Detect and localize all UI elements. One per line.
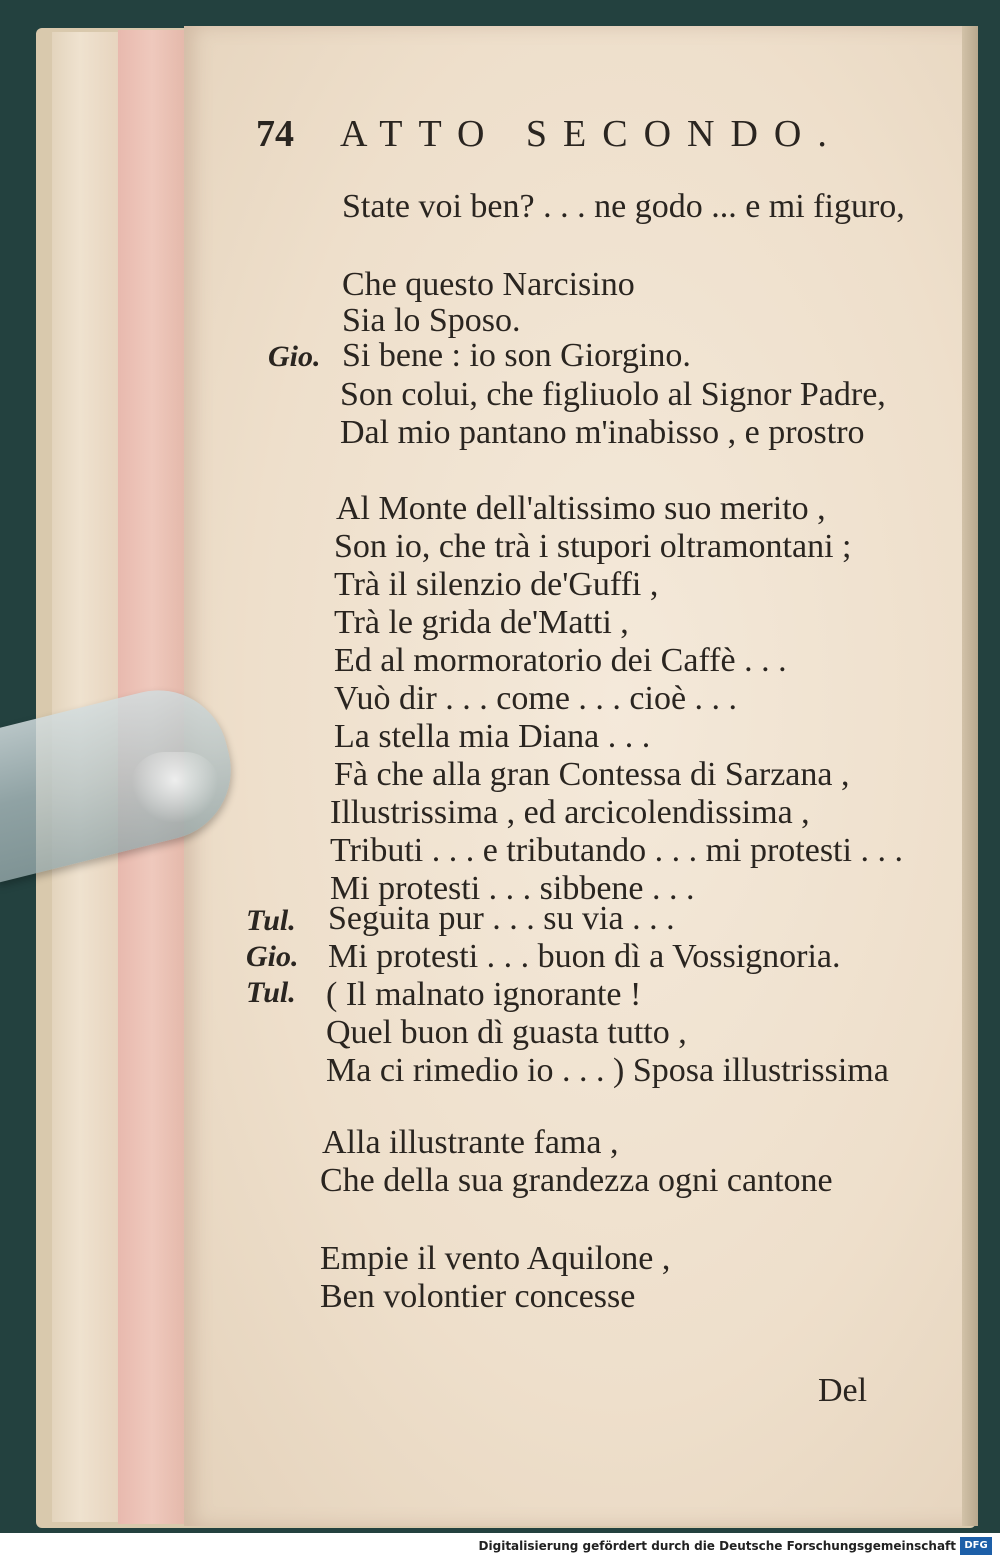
page-number: 74	[256, 113, 294, 155]
text-line: Che della sua grandezza ogni cantone	[320, 1162, 833, 1199]
text-line: Fà che alla gran Contessa di Sarzana ,	[334, 756, 850, 793]
text-line: Son colui, che figliuolo al Signor Padre,	[340, 376, 886, 413]
text-line: Sia lo Sposo.	[342, 302, 521, 339]
text-line: Trà il silenzio de'Guffi ,	[334, 566, 659, 603]
speaker-label: Gio.	[246, 940, 299, 973]
page-gutter-edge	[962, 26, 978, 1526]
text-line: Ed al mormoratorio dei Caffè . . .	[334, 642, 787, 679]
text-line: State voi ben? . . . ne godo ... e mi figuro,	[342, 188, 905, 225]
text-line: Quel buon dì guasta tutto ,	[326, 1014, 687, 1051]
running-head: ATTO SECONDO.	[340, 113, 843, 155]
glass-highlight	[130, 752, 220, 822]
catchword: Del	[818, 1372, 868, 1409]
text-line: Mi protesti . . . sibbene . . .	[330, 870, 695, 907]
text-line: Trà le grida de'Matti ,	[334, 604, 629, 641]
text-line: Ma ci rimedio io . . . ) Sposa illustrissima	[326, 1052, 889, 1089]
text-line: ( Il malnato ignorante !	[326, 976, 642, 1013]
text-line: Empie il vento Aquilone ,	[320, 1240, 671, 1277]
text-line: La stella mia Diana . . .	[334, 718, 651, 755]
text-line: Son io, che trà i stupori oltramontani ;	[334, 528, 852, 565]
text-line: Seguita pur . . . su via . . .	[328, 900, 675, 937]
speaker-label: Gio.	[268, 340, 321, 373]
text-line: Dal mio pantano m'inabisso , e prostro	[340, 414, 865, 451]
text-line: Alla illustrante fama ,	[322, 1124, 619, 1161]
text-line: Che questo Narcisino	[342, 266, 635, 303]
text-line: Tributi . . . e tributando . . . mi protesti . . .	[330, 832, 903, 869]
text-line: Illustrissima , ed arcicolendissima ,	[330, 794, 810, 831]
text-line: Al Monte dell'altissimo suo merito ,	[336, 490, 826, 527]
dfg-logo: DFG	[960, 1537, 992, 1555]
text-line: Mi protesti . . . buon dì a Vossignoria.	[328, 938, 841, 975]
text-line: Vuò dir . . . come . . . cioè . . .	[334, 680, 738, 717]
text-line: Ben volontier concesse	[320, 1278, 636, 1315]
speaker-label: Tul.	[246, 904, 296, 937]
funding-credit: Digitalisierung gefördert durch die Deutsche Forschungsgemeinschaft	[478, 1539, 956, 1553]
text-line: Si bene : io son Giorgino.	[342, 337, 691, 374]
speaker-label: Tul.	[246, 976, 296, 1009]
